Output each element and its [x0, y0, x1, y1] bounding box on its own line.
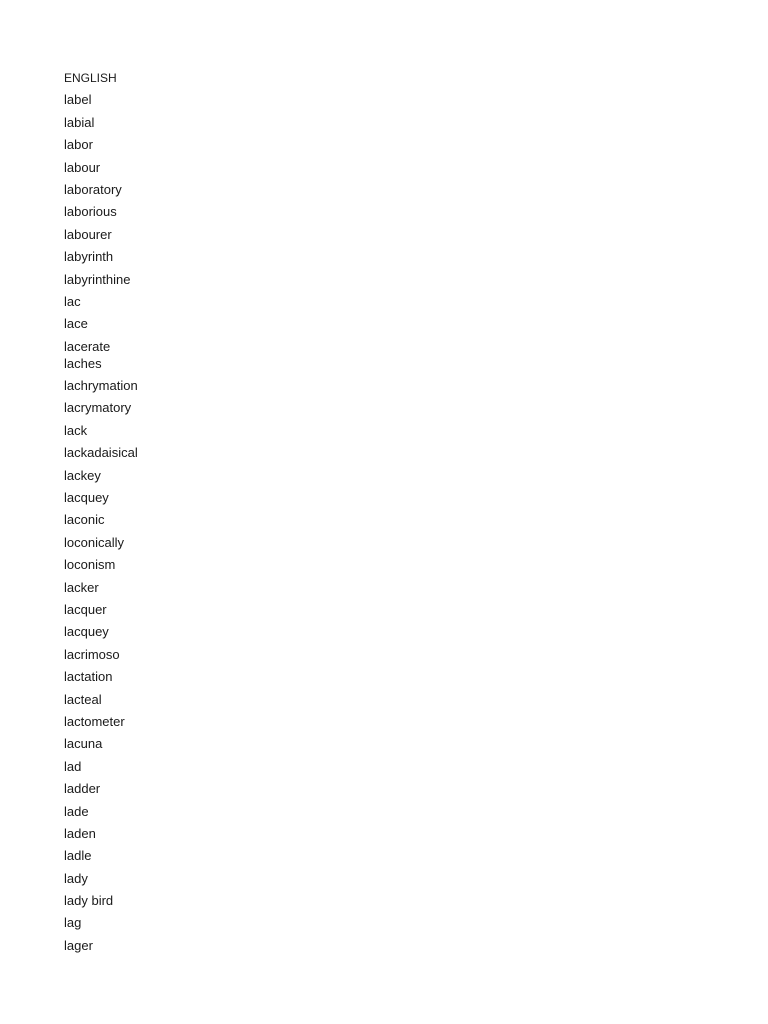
word-item: lactation — [64, 669, 113, 685]
word-item: lactometer — [64, 713, 125, 729]
word-item: labor — [64, 137, 93, 153]
word-item: lade — [64, 803, 89, 819]
word-item: lacquey — [64, 624, 109, 640]
word-item: lacrimoso — [64, 646, 120, 662]
word-item: lacquey — [64, 490, 109, 506]
word-item: lackadaisical — [64, 445, 138, 461]
word-item: lacuna — [64, 736, 103, 752]
word-item: lady — [64, 870, 88, 886]
word-item: label — [64, 92, 92, 108]
word-item: ladder — [64, 781, 101, 797]
word-item: lacquer — [64, 601, 107, 617]
word-item: ladle — [64, 848, 92, 864]
word-item: lacrymatory — [64, 400, 132, 416]
word-item: lacerate — [64, 338, 111, 354]
word-item: labyrinthine — [64, 271, 131, 287]
word-item: lackey — [64, 467, 101, 483]
word-item: lager — [64, 937, 93, 953]
word-item: laches — [64, 355, 102, 371]
word-item: loconism — [64, 557, 116, 573]
word-item: lack — [64, 422, 88, 438]
word-item: labial — [64, 114, 95, 130]
word-item: lacker — [64, 579, 99, 595]
word-item: labyrinth — [64, 249, 114, 265]
word-item: labour — [64, 159, 101, 175]
word-item: lac — [64, 293, 81, 309]
column-heading: ENGLISH — [64, 71, 117, 85]
word-list — [64, 68, 138, 958]
word-item: lachrymation — [64, 378, 138, 394]
word-item: laboratory — [64, 181, 122, 197]
word-item: lad — [64, 758, 82, 774]
word-item: loconically — [64, 534, 124, 550]
word-item: lady bird — [64, 893, 114, 909]
word-item: lace — [64, 316, 88, 332]
word-item: lacteal — [64, 691, 102, 707]
word-item: lag — [64, 915, 82, 931]
word-item: laden — [64, 825, 96, 841]
word-item: laborious — [64, 204, 117, 220]
word-item: laconic — [64, 512, 105, 528]
word-item: labourer — [64, 226, 112, 242]
